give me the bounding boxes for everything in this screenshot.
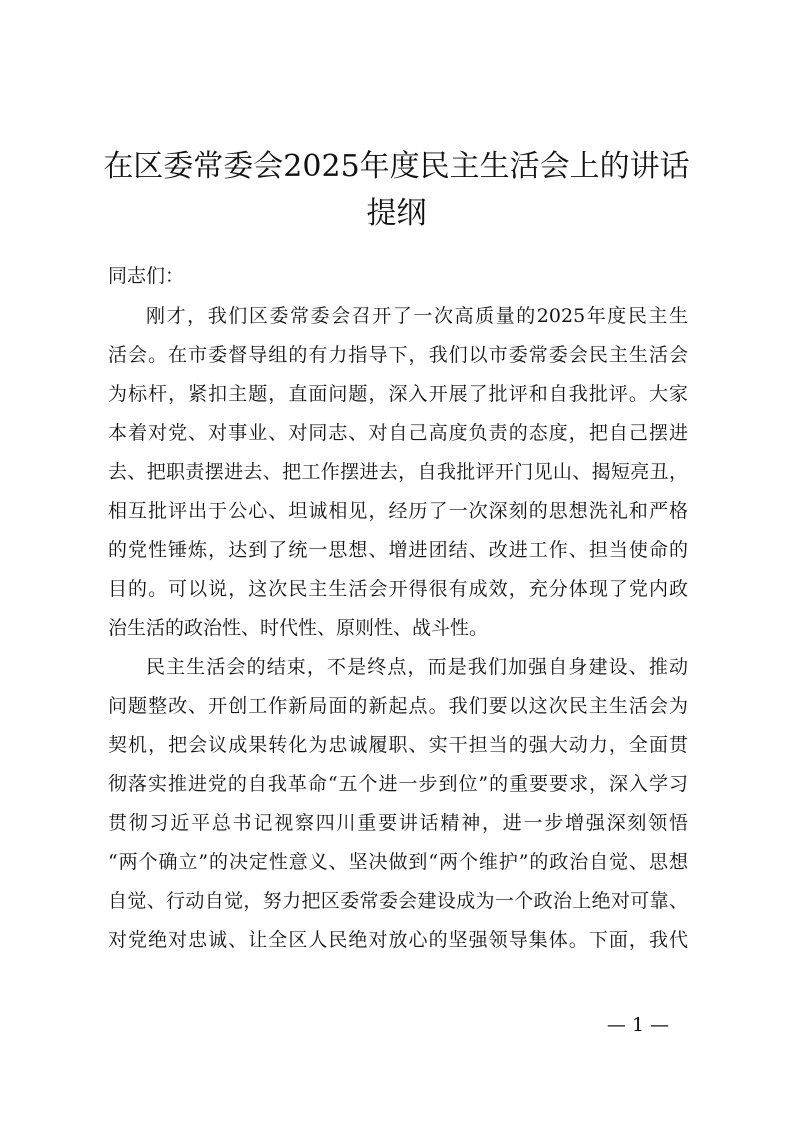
paragraph-1-line: 为标杆，紧扣主题，直面问题，深入开展了批评和自我批评。大家 xyxy=(108,383,688,405)
paragraph-1-line: 相互批评出于公心、坦诚相见，经历了一次深刻的思想洗礼和严格 xyxy=(108,500,688,522)
paragraph-1-line: 治生活的政治性、时代性、原则性、战斗性。 xyxy=(108,617,489,639)
paragraph-1-line: 的党性锤炼，达到了统一思想、增进团结、改进工作、担当使命的 xyxy=(108,539,688,561)
document-title-line-1: 在区委常委会2025年度民主生活会上的讲话 xyxy=(103,149,690,184)
paragraph-1-line: 去、把职责摆进去、把工作摆进去，自我批评开门见山、揭短亮丑， xyxy=(108,461,688,483)
paragraph-2-line: 对党绝对忠诚、让全区人民绝对放心的坚强领导集体。下面，我代 xyxy=(108,929,688,951)
salutation: 同志们： xyxy=(108,265,185,287)
paragraph-2-line: 民主生活会的结束，不是终点，而是我们加强自身建设、推动 xyxy=(146,656,688,678)
paragraph-1-line: 活会。在市委督导组的有力指导下，我们以市委常委会民主生活会 xyxy=(108,344,688,366)
paragraph-1-line: 本着对党、对事业、对同志、对自己高度负责的态度，把自己摆进 xyxy=(108,422,688,444)
paragraph-1-line: 目的。可以说，这次民主生活会开得很有成效，充分体现了党内政 xyxy=(108,578,688,600)
paragraph-2-line: “两个确立”的决定性意义、坚决做到“两个维护”的政治自觉、思想 xyxy=(108,851,688,873)
paragraph-2-line: 问题整改、开创工作新局面的新起点。我们要以这次民主生活会为 xyxy=(108,695,688,717)
paragraph-2-line: 贯彻习近平总书记视察四川重要讲话精神，进一步增强深刻领悟 xyxy=(108,812,688,834)
document-title-line-2: 提纲 xyxy=(366,196,427,231)
paragraph-2-line: 自觉、行动自觉，努力把区委常委会建设成为一个政治上绝对可靠、 xyxy=(108,890,688,912)
paragraph-2-line: 契机，把会议成果转化为忠诚履职、实干担当的强大动力，全面贯 xyxy=(108,734,688,756)
paragraph-2-line: 彻落实推进党的自我革命“五个进一步到位”的重要要求，深入学习 xyxy=(108,773,688,795)
paragraph-1-line: 刚才，我们区委常委会召开了一次高质量的2025年度民主生 xyxy=(146,305,688,327)
page-number: — 1 — xyxy=(606,1014,670,1036)
